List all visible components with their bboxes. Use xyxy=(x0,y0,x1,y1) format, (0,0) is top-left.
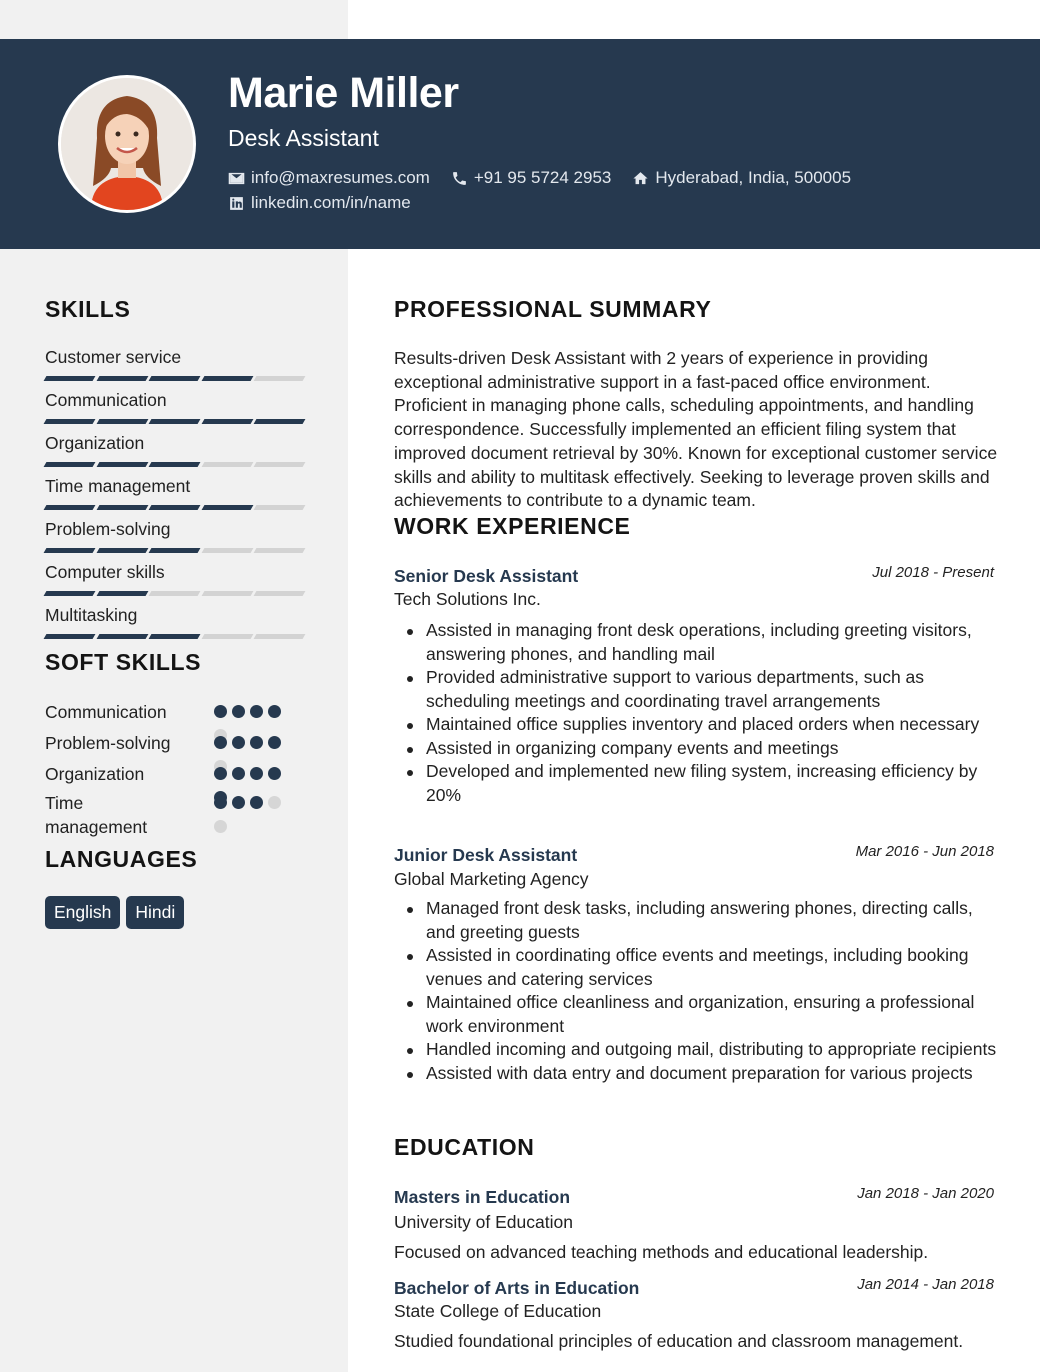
rating-dot xyxy=(250,767,263,780)
list-item: Assisted in organizing company events and meetings xyxy=(394,737,1000,761)
skill-level-segment xyxy=(201,548,253,553)
language-chip: Hindi xyxy=(126,896,184,929)
rating-dot xyxy=(268,705,281,718)
languages-list xyxy=(45,896,190,929)
job-company-2: Global Marketing Agency xyxy=(394,869,589,889)
skill-name: Organization xyxy=(45,433,145,453)
edu-description-2: Studied foundational principles of education and classroom management. xyxy=(394,1331,964,1351)
education-heading: EDUCATION xyxy=(394,1134,535,1160)
job-bullets-2 xyxy=(394,897,1000,1085)
skill-level-segment xyxy=(149,591,201,596)
contact-row-primary xyxy=(228,168,872,188)
job-date-2: Mar 2016 - Jun 2018 xyxy=(855,843,994,860)
edu-date-1: Jan 2018 - Jan 2020 xyxy=(857,1185,994,1202)
skill-level-segment xyxy=(96,376,148,381)
skill-level-segment xyxy=(44,591,96,596)
list-item: Assisted in coordinating office events and meetings, including booking venues and catering services xyxy=(394,944,1000,991)
skill-level-bar xyxy=(45,376,308,381)
list-item: Provided administrative support to various departments, such as scheduling meetings and coordinating travel arrangements xyxy=(394,666,1000,713)
skill-level-segment xyxy=(96,634,148,639)
skill-level-segment xyxy=(149,505,201,510)
skill-level-segment xyxy=(201,376,253,381)
rating-dot xyxy=(232,767,245,780)
experience-heading: WORK EXPERIENCE xyxy=(394,513,631,539)
skill-level-segment xyxy=(44,505,96,510)
skill-level-segment xyxy=(149,634,201,639)
edu-degree-1: Masters in Education xyxy=(394,1187,571,1207)
skill-level-segment xyxy=(149,376,201,381)
skill-level-segment xyxy=(44,548,96,553)
contact-row-secondary xyxy=(228,193,432,213)
skill-level-segment xyxy=(201,591,253,596)
skill-level-segment xyxy=(201,505,253,510)
skill-level-bar xyxy=(45,634,308,639)
skill-level-bar xyxy=(45,419,308,424)
rating-dot xyxy=(214,736,227,749)
skill-level-segment xyxy=(96,419,148,424)
list-item: Assisted with data entry and document preparation for various projects xyxy=(394,1062,1000,1086)
list-item: Maintained office supplies inventory and placed orders when necessary xyxy=(394,713,1000,737)
skill-level-segment xyxy=(96,548,148,553)
skill-level-segment xyxy=(254,548,306,553)
skill-name: Problem-solving xyxy=(45,519,171,539)
languages-heading: LANGUAGES xyxy=(45,846,198,872)
skills-heading: SKILLS xyxy=(45,296,131,322)
rating-dot xyxy=(250,796,263,809)
skill-level-segment xyxy=(149,548,201,553)
rating-dot xyxy=(214,705,227,718)
skill-level-segment xyxy=(201,462,253,467)
candidate-title: Desk Assistant xyxy=(228,125,379,151)
linkedin-icon xyxy=(228,195,245,212)
portrait-illustration xyxy=(61,78,193,210)
soft-skill-name: Organization xyxy=(45,764,145,784)
skill-level-segment xyxy=(201,634,253,639)
list-item: Developed and implemented new filing system, increasing efficiency by 20% xyxy=(394,760,1000,807)
job-bullets-1 xyxy=(394,619,1000,807)
edu-date-2: Jan 2014 - Jan 2018 xyxy=(857,1276,994,1293)
skill-level-segment xyxy=(254,505,306,510)
skill-name: Communication xyxy=(45,390,167,410)
rating-dot xyxy=(214,820,227,833)
contact-phone[interactable] xyxy=(451,168,612,188)
rating-dot xyxy=(268,736,281,749)
edu-school-1: University of Education xyxy=(394,1212,573,1232)
edu-school-2: State College of Education xyxy=(394,1301,602,1321)
rating-dot xyxy=(232,705,245,718)
skill-level-segment xyxy=(149,462,201,467)
phone-text: +91 95 5724 2953 xyxy=(473,168,612,187)
contact-email[interactable] xyxy=(228,168,430,188)
contact-address xyxy=(632,168,851,188)
skill-level-segment xyxy=(44,376,96,381)
skill-level-segment xyxy=(254,376,306,381)
rating-dot xyxy=(214,767,227,780)
rating-dot xyxy=(250,736,263,749)
list-item: Assisted in managing front desk operations, including greeting visitors, answering phones, and handling mail xyxy=(394,619,1000,666)
skill-level-segment xyxy=(96,505,148,510)
skill-level-segment xyxy=(149,419,201,424)
envelope-icon xyxy=(228,170,245,187)
summary-heading: PROFESSIONAL SUMMARY xyxy=(394,296,712,322)
rating-dot xyxy=(232,736,245,749)
skill-level-segment xyxy=(44,419,96,424)
language-chip: English xyxy=(45,896,120,929)
skill-level-segment xyxy=(254,634,306,639)
rating-dot xyxy=(268,767,281,780)
job-title-2: Junior Desk Assistant xyxy=(394,845,578,865)
soft-skills-heading: SOFT SKILLS xyxy=(45,649,202,675)
soft-skill-name: Problem-solving xyxy=(45,733,171,753)
rating-dot xyxy=(232,796,245,809)
edu-description-1: Focused on advanced teaching methods and educational leadership. xyxy=(394,1242,929,1262)
skill-level-segment xyxy=(96,462,148,467)
job-title-1: Senior Desk Assistant xyxy=(394,566,579,586)
rating-dot xyxy=(250,705,263,718)
skill-level-bar xyxy=(45,548,308,553)
rating-dot xyxy=(268,796,281,809)
skill-level-bar xyxy=(45,505,308,510)
soft-skill-name: Time management xyxy=(45,793,148,837)
soft-skill-rating xyxy=(214,796,290,844)
skill-name: Computer skills xyxy=(45,562,165,582)
summary-text: Results-driven Desk Assistant with 2 years of experience in providing exceptional administrative support in a fast-paced office environment. Proficient in managing phone calls, scheduling appointments, and handling correspondence. Successfully implemented an efficient filing system that improved document retrieval by 30%. Known for exceptional customer service skills and ability to multitask effectively. Seeking to leverage proven skills and achievements to contribute to a dynamic team. xyxy=(394,348,998,511)
list-item: Maintained office cleanliness and organization, ensuring a professional work environment xyxy=(394,991,1000,1038)
contact-linkedin[interactable] xyxy=(228,193,411,213)
home-icon xyxy=(632,170,649,187)
job-date-1: Jul 2018 - Present xyxy=(872,564,994,581)
skill-level-segment xyxy=(201,419,253,424)
skill-level-segment xyxy=(44,462,96,467)
resume-header xyxy=(0,39,1040,249)
skill-level-segment xyxy=(254,591,306,596)
candidate-name: Marie Miller xyxy=(228,69,459,117)
skill-level-segment xyxy=(96,591,148,596)
skill-level-bar xyxy=(45,591,308,596)
skill-name: Multitasking xyxy=(45,605,138,625)
skill-level-segment xyxy=(254,419,306,424)
linkedin-text: linkedin.com/in/name xyxy=(251,193,411,212)
skill-name: Time management xyxy=(45,476,191,496)
profile-photo xyxy=(58,75,196,213)
job-company-1: Tech Solutions Inc. xyxy=(394,589,541,609)
edu-degree-2: Bachelor of Arts in Education xyxy=(394,1278,640,1298)
skill-level-segment xyxy=(44,634,96,639)
email-text: info@maxresumes.com xyxy=(251,168,430,187)
soft-skill-name: Communication xyxy=(45,702,167,722)
address-text: Hyderabad, India, 500005 xyxy=(655,168,852,187)
list-item: Handled incoming and outgoing mail, distributing to appropriate recipients xyxy=(394,1038,1000,1062)
phone-icon xyxy=(451,170,468,187)
skill-level-segment xyxy=(254,462,306,467)
rating-dot xyxy=(214,796,227,809)
skill-level-bar xyxy=(45,462,308,467)
skill-name: Customer service xyxy=(45,347,182,367)
list-item: Managed front desk tasks, including answering phones, directing calls, and greeting guests xyxy=(394,897,1000,944)
